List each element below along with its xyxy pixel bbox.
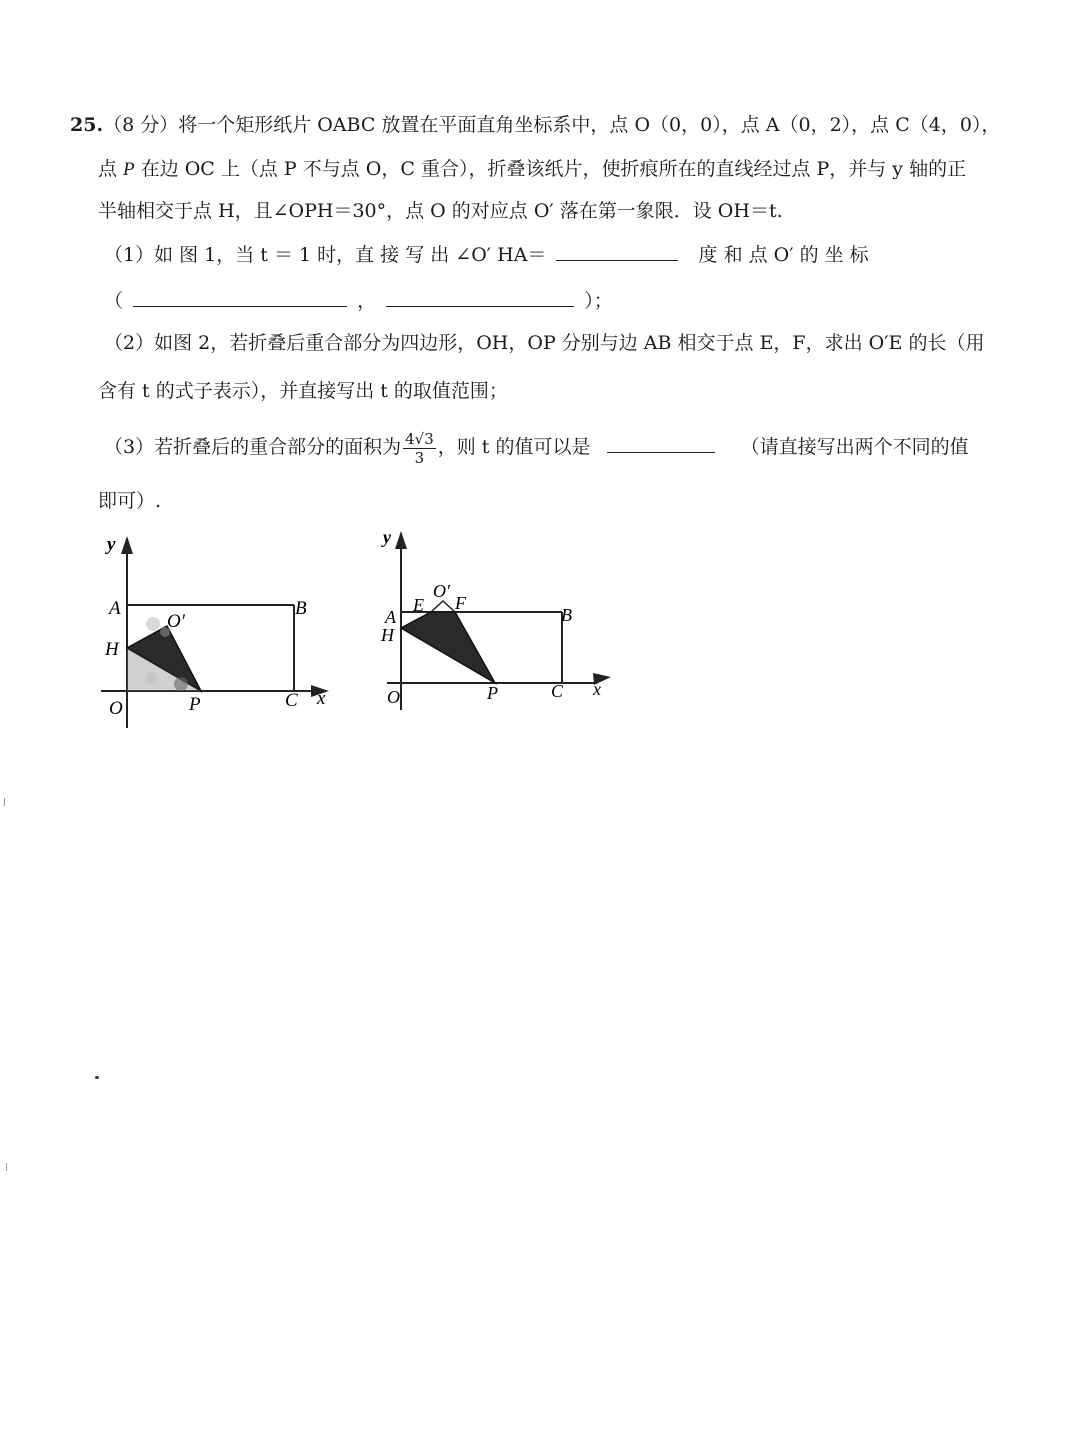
part-2-line-1: （2）如图 2，若折叠后重合部分为四边形，OH，OP 分别与边 AB 相交于点 E，F，求出 O′E 的长（用 xyxy=(104,332,985,354)
scan-mark xyxy=(4,798,5,806)
folded-tip xyxy=(431,601,455,612)
label-O: O xyxy=(109,698,123,719)
answer-blank-t-values[interactable] xyxy=(607,434,715,453)
label-O-prime: O′ xyxy=(433,581,450,601)
label-C: C xyxy=(285,690,298,711)
label-x: x xyxy=(317,688,326,709)
area-fraction: $\frac{4√3}{3}$ xyxy=(405,429,434,467)
figure-2 xyxy=(375,525,625,715)
label-A: A xyxy=(385,607,396,627)
part-1-line-1: （1）如 图 1，当 t ＝ 1 时，直 接 写 出 ∠O′ HA＝ 度 和 点 O′ 的 坐 标 xyxy=(104,244,869,266)
part-1-line-2: （ ， ）； xyxy=(104,290,613,312)
label-B: B xyxy=(295,598,307,619)
label-H: H xyxy=(105,639,119,660)
label-y: y xyxy=(107,534,116,555)
part-3-line-1: （3）若折叠后的重合部分的面积为 $\frac{4√3}{3}$ ，则 t 的值可以是 （请直接写出两个不同的值 xyxy=(104,429,969,467)
answer-blank-x-coord[interactable] xyxy=(133,288,347,307)
label-F: F xyxy=(455,593,466,613)
part-2-line-2: 含有 t 的式子表示），并直接写出 t 的取值范围； xyxy=(98,380,508,402)
answer-blank-y-coord[interactable] xyxy=(386,288,574,307)
scan-mark xyxy=(6,1163,7,1171)
scan-speck xyxy=(95,1076,99,1079)
label-O-prime: O′ xyxy=(167,611,185,632)
label-B: B xyxy=(561,605,572,625)
question-line-2: 点 P 在边 OC 上（点 P 不与点 O，C 重合），折叠该纸片，使折痕所在的直线经过点 P，并与 y 轴的正 xyxy=(98,158,967,180)
question-line-1 xyxy=(70,112,1000,138)
label-H: H xyxy=(381,625,394,645)
question-line-3: 半轴相交于点 H，且∠OPH＝30°，点 O 的对应点 O′ 落在第一象限．设 OH＝t. xyxy=(98,200,783,222)
question-number: 25. xyxy=(70,114,104,136)
label-C: C xyxy=(551,681,564,701)
label-x: x xyxy=(593,679,601,699)
label-P: P xyxy=(487,683,498,703)
overlap-quadrilateral xyxy=(401,612,495,683)
part-3-line-2: 即可）. xyxy=(98,490,162,512)
y-axis-arrow xyxy=(121,536,133,554)
label-y: y xyxy=(383,527,391,547)
question-intro: （8 分）将一个矩形纸片 OABC 放置在平面直角坐标系中，点 O（0，0），点 A（0，2），点 C（4，0）， xyxy=(103,114,1001,136)
y-axis-arrow xyxy=(395,531,407,549)
label-O: O xyxy=(387,687,400,707)
figure-1 xyxy=(95,528,345,733)
answer-blank-angle[interactable] xyxy=(556,242,678,261)
label-A: A xyxy=(109,598,121,619)
label-E: E xyxy=(413,595,424,615)
label-P: P xyxy=(189,694,201,715)
